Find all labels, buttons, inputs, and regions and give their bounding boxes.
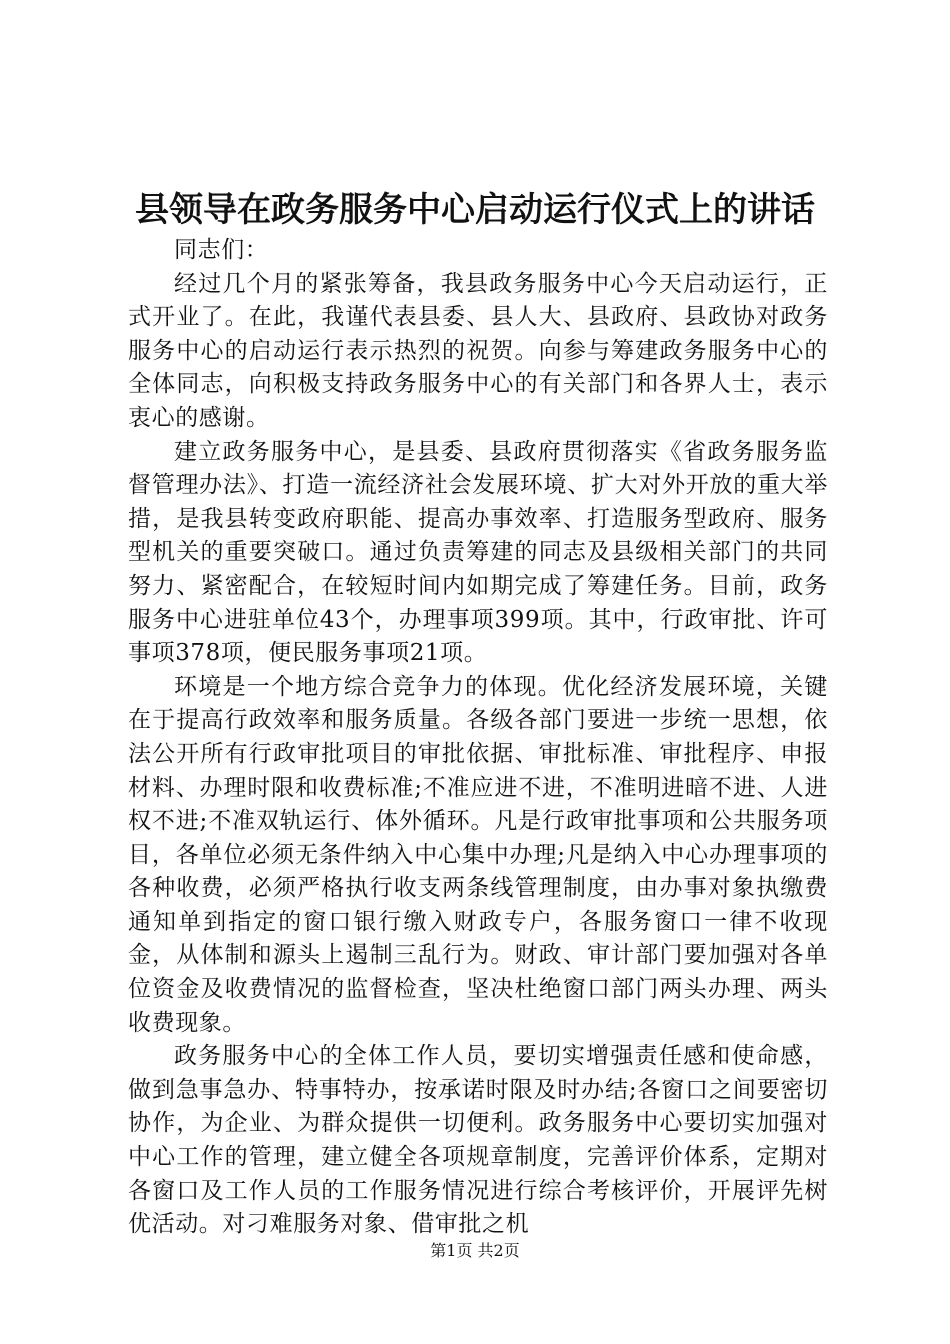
page-footer: 第1页 共2页 [430,1241,520,1260]
document-body [128,234,828,1242]
greeting: 同志们： [174,237,269,263]
paragraph-3: 环境是一个地方综合竞争力的体现。优化经济发展环境，关键在于提高行政效率和服务质量。各级各部门要进一步统一思想，依法公开所有行政审批项目的审批依据、审批标准、审批程序、申报材料、办理时限和收费标准;不准应进不进，不准明进暗不进、人进权不进;不准双轨运行、体外循环。凡是行政审批事项和公共服务项目，各单位必须无条件纳入中心集中办理;凡是纳入中心办理事项的各种收费，必须严格执行收支两条线管理制度，由办事对象执缴费通知单到指定的窗口银行缴入财政专户，各服务窗口一律不收现金，从体制和源头上遏制三乱行为。财政、审计部门要加强对各单位资金及收费情况的监督检查，坚决杜绝窗口部门两头办理、两头收费现象。 [128,673,828,1036]
document-title: 县领导在政务服务中心启动运行仪式上的讲话 [135,190,815,230]
paragraph-4: 政务服务中心的全体工作人员，要切实增强责任感和使命感，做到急事急办、特事特办，按承诺时限及时办结;各窗口之间要密切协作，为企业、为群众提供一切便利。政务服务中心要切实加强对中心工作的管理，建立健全各项规章制度，完善评价体系，定期对各窗口及工作人员的工作服务情况进行综合考核评价，开展评先树优活动。对刁难服务对象、借审批之机 [128,1043,828,1238]
paragraph-2: 建立政务服务中心，是县委、县政府贯彻落实《省政务服务监督管理办法》、打造一流经济社会发展环境、扩大对外开放的重大举措，是我县转变政府职能、提高办事效率、打造服务型政府、服务型机关的重要突破口。通过负责筹建的同志及县级相关部门的共同努力、紧密配合，在较短时间内如期完成了筹建任务。目前，政务服务中心进驻单位43个，办理事项399项。其中，行政审批、许可事项378项，便民服务事项21项。 [128,438,828,667]
paragraph-1: 经过几个月的紧张筹备，我县政务服务中心今天启动运行，正式开业了。在此，我谨代表县委、县人大、县政府、县政协对政务服务中心的启动运行表示热烈的祝贺。向参与筹建政务服务中心的全体同志，向积极支持政务服务中心的有关部门和各界人士，表示衷心的感谢。 [128,270,828,431]
